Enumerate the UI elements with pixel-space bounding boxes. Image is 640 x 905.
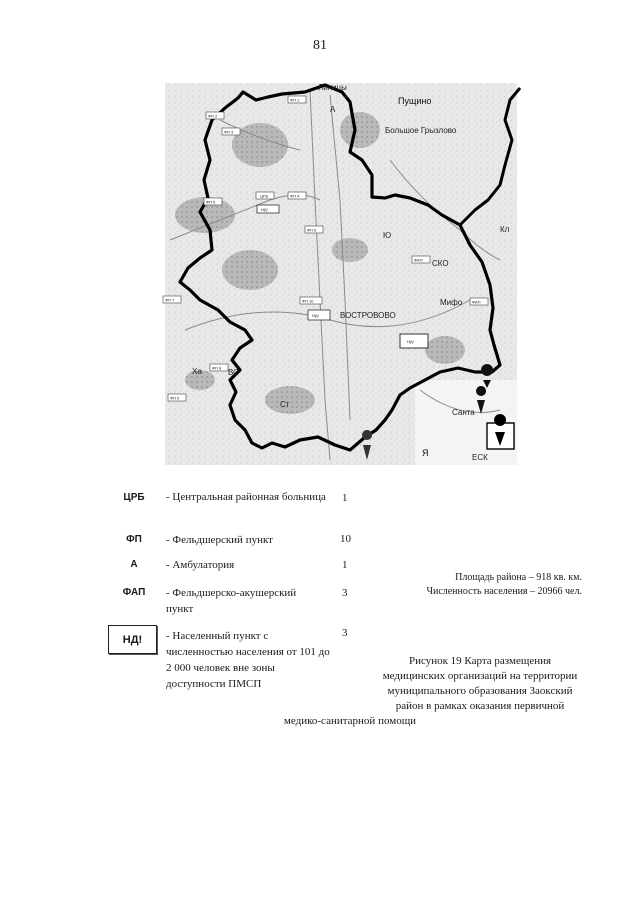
- place-label: Ха: [192, 367, 202, 376]
- place-label: ВОСТРОВОВО: [340, 311, 396, 320]
- place-label: Кл: [500, 225, 510, 234]
- place-label: Ст: [280, 400, 290, 409]
- caption-line: медико-санитарной помощи: [283, 715, 417, 727]
- map-marker: [470, 298, 488, 305]
- legend-code: ФП: [126, 534, 142, 545]
- legend-code: А: [130, 559, 138, 570]
- map-marker: [222, 128, 240, 135]
- page-number: 81: [313, 38, 327, 53]
- svg-text:ФП 6: ФП 6: [307, 227, 317, 233]
- svg-text:ФП 2: ФП 2: [208, 113, 218, 119]
- caption-line: медицинских организаций на территории: [382, 670, 578, 682]
- caption-line: Рисунок 19 Карта размещения: [408, 655, 552, 667]
- svg-text:НД!: НД!: [261, 207, 268, 212]
- legend-count: 10: [340, 533, 351, 545]
- place-label: Санта: [452, 408, 475, 417]
- map-marker: [206, 112, 224, 119]
- map-marker: [288, 96, 306, 103]
- legend-count: 3: [342, 627, 348, 639]
- area-stat: Площадь района – 918 кв. км.: [455, 572, 582, 583]
- map-marker: [257, 205, 279, 213]
- legend-count: 3: [342, 587, 348, 599]
- map-marker: [288, 192, 306, 199]
- map-marker: [210, 364, 228, 371]
- legend-description: - Фельдшерско-акушерский пункт: [166, 587, 297, 615]
- map-marker: [412, 256, 430, 263]
- svg-text:ФАП: ФАП: [472, 299, 481, 305]
- svg-text:ФП 3: ФП 3: [224, 129, 234, 135]
- svg-text:ФП 1: ФП 1: [290, 97, 300, 103]
- place-label: СКО: [432, 259, 449, 268]
- place-label: А: [330, 105, 336, 114]
- svg-text:ФП 9: ФП 9: [170, 395, 180, 401]
- svg-text:ФП: ФП: [496, 428, 502, 433]
- caption-line: муниципального образования Заокский: [387, 685, 573, 697]
- legend-description: - Амбулатория: [166, 559, 235, 571]
- place-label: Я: [422, 448, 429, 458]
- caption-line: район в рамках оказания первичной: [395, 700, 565, 712]
- svg-text:ФАП: ФАП: [414, 257, 423, 263]
- map-marker: [168, 394, 186, 401]
- place-label: ВО: [228, 368, 240, 377]
- place-label: Ю: [383, 231, 392, 240]
- map-marker: [163, 296, 181, 303]
- map-marker: [300, 297, 322, 304]
- svg-text:ФП 4: ФП 4: [290, 193, 300, 199]
- map-marker: [204, 198, 222, 205]
- population-stat: Численность населения – 20966 чел.: [426, 586, 582, 597]
- legend-count: 1: [342, 559, 348, 571]
- svg-text:ФП 8: ФП 8: [212, 365, 222, 371]
- map-marker: [305, 226, 323, 233]
- map-marker: [308, 310, 330, 320]
- legend-code: ЦРБ: [123, 492, 145, 503]
- legend-description: - Населенный пункт с численностью населения от 101 до 2 000 человек вне зоны доступности ПМСП: [166, 630, 330, 690]
- svg-text:ФП 10: ФП 10: [302, 298, 314, 304]
- place-label: ЕСК: [472, 453, 488, 462]
- legend-description: - Фельдшерский пункт: [166, 534, 273, 546]
- svg-text:ФП 5: ФП 5: [206, 199, 216, 205]
- svg-text:НД!: НД!: [407, 339, 414, 344]
- svg-text:НД!: НД!: [312, 313, 319, 318]
- map-marker: [400, 334, 428, 348]
- place-label: Большое Грызлово: [385, 126, 457, 135]
- place-label: Мифо: [440, 298, 463, 307]
- svg-text:ФП 7: ФП 7: [165, 297, 175, 303]
- legend-code-nd-box: НД!: [108, 625, 157, 654]
- legend-code: ФАП: [122, 587, 146, 598]
- legend-description: - Центральная районная больница: [166, 491, 326, 503]
- legend-count: 1: [342, 492, 348, 504]
- map-marker: [256, 192, 274, 199]
- place-label: Пущино: [398, 96, 432, 106]
- svg-text:ЦРБ: ЦРБ: [260, 193, 269, 199]
- place-label: Липицы: [318, 83, 347, 92]
